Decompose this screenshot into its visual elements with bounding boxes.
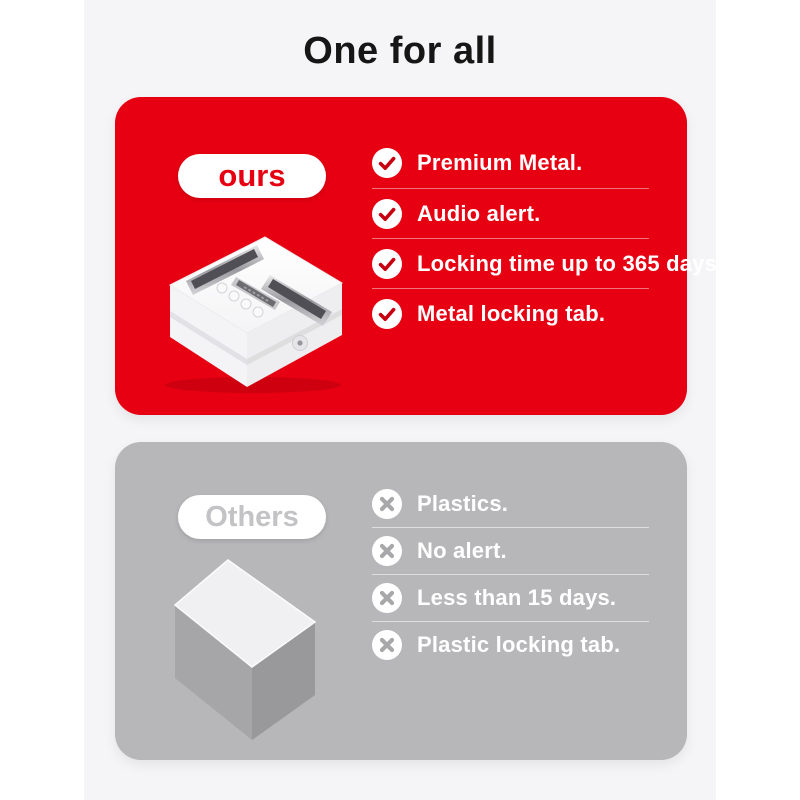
feature-row (372, 238, 724, 288)
others-label-pill (178, 495, 326, 539)
check-icon (372, 148, 402, 178)
ours-label: ours (218, 158, 286, 193)
feature-label: Locking time up to 365 days. (417, 250, 724, 276)
cross-icon (372, 536, 402, 566)
feature-label: Premium Metal. (417, 150, 583, 175)
page-title: One for all (303, 30, 497, 72)
feature-row (372, 527, 649, 574)
feature-row (372, 621, 649, 668)
ours-label-pill (178, 154, 326, 198)
cross-icon (372, 489, 402, 519)
ours-card (115, 97, 724, 415)
feature-label: Less than 15 days. (417, 585, 617, 610)
feature-row (372, 480, 649, 527)
feature-label: Plastic locking tab. (417, 632, 621, 657)
feature-label: No alert. (417, 538, 507, 563)
feature-label: Metal locking tab. (417, 300, 606, 326)
generic-cube-image (165, 550, 325, 742)
feature-row (372, 138, 649, 188)
check-icon (372, 299, 402, 329)
cross-icon (372, 583, 402, 613)
check-icon (372, 199, 402, 229)
feature-row (372, 288, 649, 338)
feature-row (372, 574, 649, 621)
check-icon (372, 249, 402, 279)
feature-row (372, 188, 649, 238)
ours-feature-list (372, 138, 724, 338)
lockbox-product-image (150, 215, 360, 395)
others-label: Others (205, 500, 299, 533)
cross-icon (372, 630, 402, 660)
others-feature-list (372, 480, 649, 668)
feature-label: Audio alert. (417, 200, 541, 226)
feature-label: Plastics. (417, 490, 509, 516)
others-card (115, 442, 687, 760)
